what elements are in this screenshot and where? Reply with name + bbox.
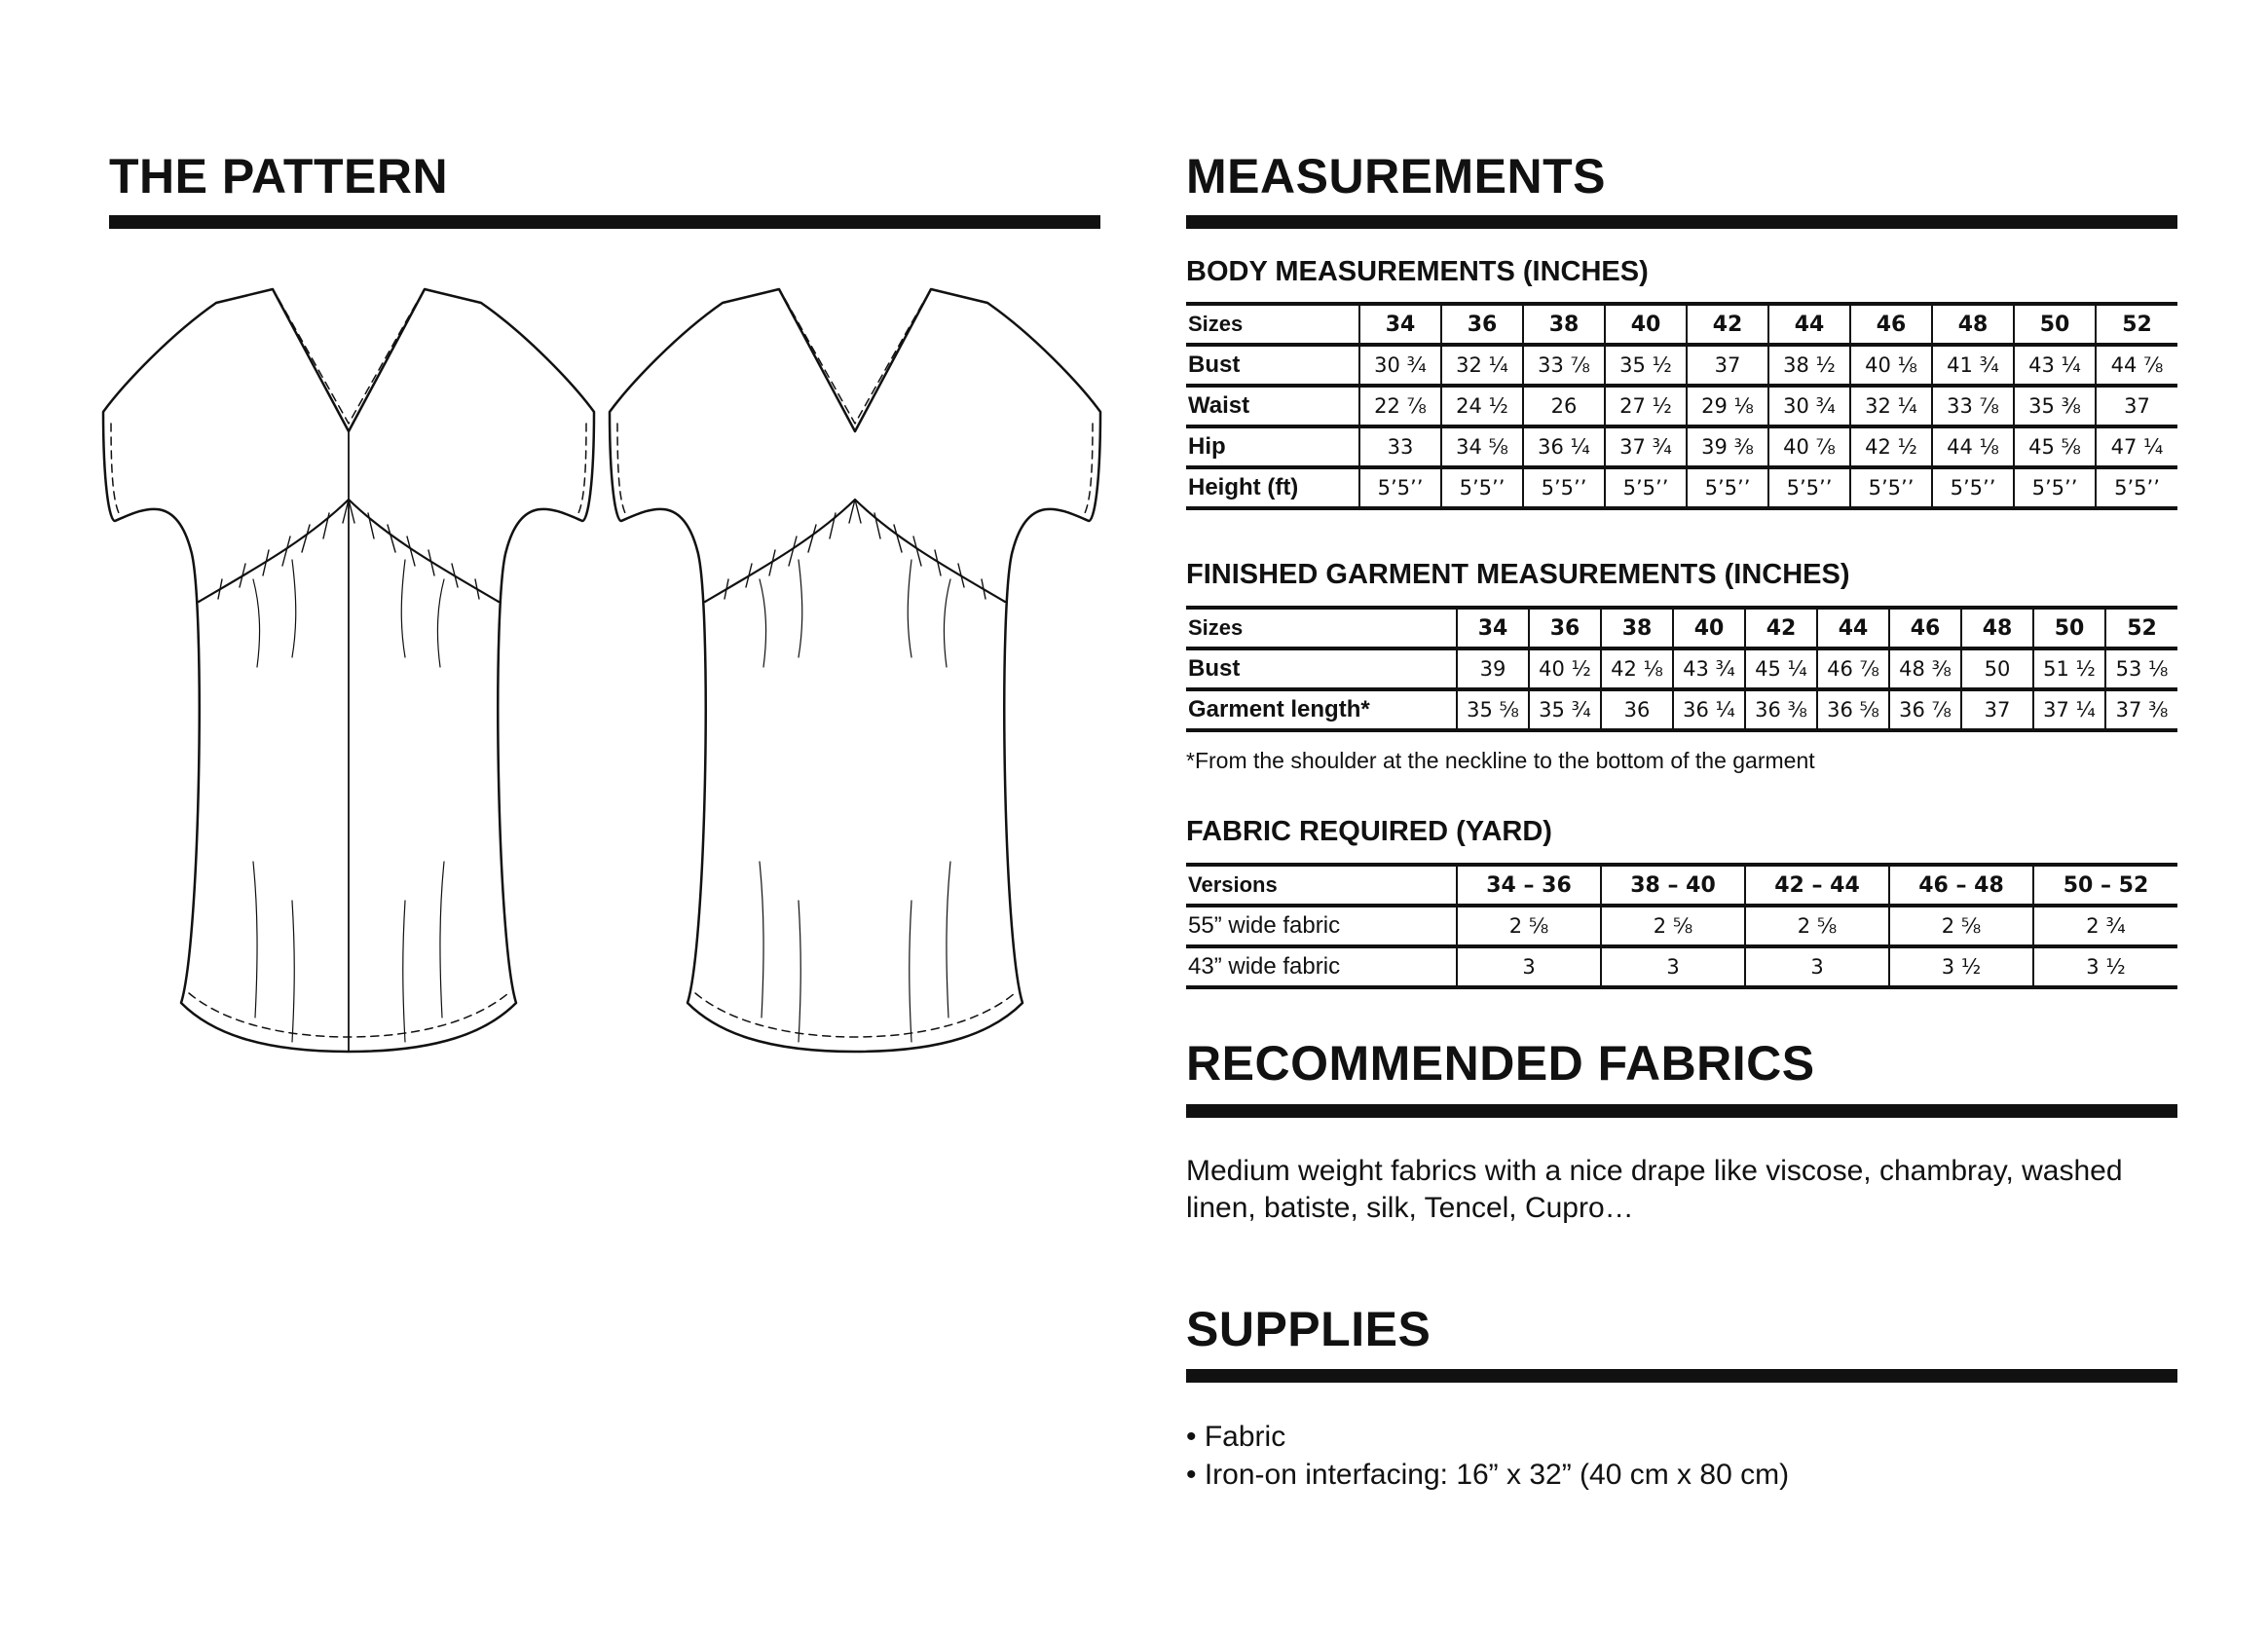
cell: 44 ⅛ bbox=[1932, 426, 2014, 467]
supplies-title-rule bbox=[1186, 1369, 2177, 1383]
row-label: Garment length* bbox=[1186, 689, 1457, 730]
cell: 43 ¾ bbox=[1673, 648, 1745, 689]
table-row bbox=[1186, 946, 2177, 987]
dress-front-icon bbox=[97, 278, 604, 1066]
cell: 5’5’’ bbox=[1359, 467, 1441, 508]
table-row bbox=[1186, 386, 2177, 426]
cell: 46 ⅞ bbox=[1817, 648, 1889, 689]
cell: 5’5’’ bbox=[1850, 467, 1932, 508]
cell: 5’5’’ bbox=[2014, 467, 2096, 508]
cell: 3 bbox=[1457, 946, 1601, 987]
header-cell: 44 bbox=[1768, 304, 1850, 345]
cell: 37 ⅜ bbox=[2105, 689, 2177, 730]
cell: 35 ¾ bbox=[1529, 689, 1601, 730]
header-cell: 38 – 40 bbox=[1601, 865, 1745, 906]
header-cell: 46 bbox=[1889, 608, 1961, 648]
cell: 35 ⅜ bbox=[2014, 386, 2096, 426]
header-cell: 40 bbox=[1605, 304, 1687, 345]
cell: 41 ¾ bbox=[1932, 345, 2014, 386]
header-cell: 42 bbox=[1687, 304, 1768, 345]
cell: 40 ⅛ bbox=[1850, 345, 1932, 386]
cell: 40 ⅞ bbox=[1768, 426, 1850, 467]
cell: 37 ¼ bbox=[2033, 689, 2105, 730]
header-cell: Sizes bbox=[1186, 608, 1457, 648]
cell: 2 ¾ bbox=[2033, 906, 2177, 946]
cell: 29 ⅛ bbox=[1687, 386, 1768, 426]
cell: 3 ½ bbox=[2033, 946, 2177, 987]
cell: 53 ⅛ bbox=[2105, 648, 2177, 689]
header-cell: 38 bbox=[1601, 608, 1673, 648]
pattern-title-rule bbox=[109, 215, 1100, 229]
row-label: Waist bbox=[1186, 386, 1359, 426]
cell: 3 bbox=[1745, 946, 1889, 987]
cell: 35 ½ bbox=[1605, 345, 1687, 386]
finished-measurements-title: FINISHED GARMENT MEASUREMENTS (INCHES) bbox=[1186, 559, 1850, 590]
cell: 2 ⅝ bbox=[1457, 906, 1601, 946]
header-cell: 50 – 52 bbox=[2033, 865, 2177, 906]
row-label: Bust bbox=[1186, 648, 1457, 689]
cell: 32 ¼ bbox=[1441, 345, 1523, 386]
cell: 3 bbox=[1601, 946, 1745, 987]
list-item: • Iron-on interfacing: 16” x 32” (40 cm x 80 cm) bbox=[1186, 1456, 1789, 1494]
cell: 30 ¾ bbox=[1768, 386, 1850, 426]
fabric-required-title: FABRIC REQUIRED (YARD) bbox=[1186, 816, 1552, 847]
cell: 33 bbox=[1359, 426, 1441, 467]
recommended-title: RECOMMENDED FABRICS bbox=[1186, 1036, 1815, 1091]
cell: 39 ⅜ bbox=[1687, 426, 1768, 467]
supplies-title: SUPPLIES bbox=[1186, 1302, 1431, 1356]
header-cell: 46 bbox=[1850, 304, 1932, 345]
cell: 39 bbox=[1457, 648, 1529, 689]
cell: 48 ⅜ bbox=[1889, 648, 1961, 689]
cell: 35 ⅝ bbox=[1457, 689, 1529, 730]
cell: 32 ¼ bbox=[1850, 386, 1932, 426]
header-cell: 44 bbox=[1817, 608, 1889, 648]
table-header-row bbox=[1186, 304, 2177, 345]
cell: 2 ⅝ bbox=[1745, 906, 1889, 946]
cell: 45 ⅝ bbox=[2014, 426, 2096, 467]
header-cell: 48 bbox=[1932, 304, 2014, 345]
cell: 38 ½ bbox=[1768, 345, 1850, 386]
row-label: 43” wide fabric bbox=[1186, 946, 1457, 987]
header-cell: 34 bbox=[1359, 304, 1441, 345]
cell: 22 ⅞ bbox=[1359, 386, 1441, 426]
table-row bbox=[1186, 467, 2177, 508]
cell: 33 ⅞ bbox=[1523, 345, 1605, 386]
cell: 34 ⅝ bbox=[1441, 426, 1523, 467]
list-item: • Fabric bbox=[1186, 1418, 1789, 1456]
cell: 37 bbox=[2096, 386, 2177, 426]
cell: 51 ½ bbox=[2033, 648, 2105, 689]
cell: 36 ¼ bbox=[1673, 689, 1745, 730]
cell: 5’5’’ bbox=[1932, 467, 2014, 508]
cell: 26 bbox=[1523, 386, 1605, 426]
table-header-row bbox=[1186, 608, 2177, 648]
cell: 42 ½ bbox=[1850, 426, 1932, 467]
cell: 40 ½ bbox=[1529, 648, 1601, 689]
cell: 42 ⅛ bbox=[1601, 648, 1673, 689]
cell: 5’5’’ bbox=[1523, 467, 1605, 508]
recommended-line: Medium weight fabrics with a nice drape like viscose, chambray, washed bbox=[1186, 1155, 2123, 1187]
cell: 36 ⅞ bbox=[1889, 689, 1961, 730]
cell: 5’5’’ bbox=[1768, 467, 1850, 508]
header-cell: 42 bbox=[1745, 608, 1817, 648]
table-row bbox=[1186, 345, 2177, 386]
header-cell: 34 bbox=[1457, 608, 1529, 648]
measurements-title-rule bbox=[1186, 215, 2177, 229]
header-cell: 34 – 36 bbox=[1457, 865, 1601, 906]
cell: 5’5’’ bbox=[1605, 467, 1687, 508]
header-cell: 36 bbox=[1529, 608, 1601, 648]
header-cell: 42 – 44 bbox=[1745, 865, 1889, 906]
table-row bbox=[1186, 906, 2177, 946]
cell: 24 ½ bbox=[1441, 386, 1523, 426]
recommended-line: linen, batiste, silk, Tencel, Cupro… bbox=[1186, 1192, 1634, 1224]
row-label: Hip bbox=[1186, 426, 1359, 467]
cell: 50 bbox=[1961, 648, 2033, 689]
cell: 36 ⅜ bbox=[1745, 689, 1817, 730]
cell: 30 ¾ bbox=[1359, 345, 1441, 386]
cell: 3 ½ bbox=[1889, 946, 2033, 987]
garment-length-note: *From the shoulder at the neckline to the bottom of the garment bbox=[1186, 748, 1815, 773]
cell: 2 ⅝ bbox=[1601, 906, 1745, 946]
cell: 27 ½ bbox=[1605, 386, 1687, 426]
row-label: Bust bbox=[1186, 345, 1359, 386]
supplies-list bbox=[1186, 1418, 1789, 1494]
table-row bbox=[1186, 426, 2177, 467]
row-label: 55” wide fabric bbox=[1186, 906, 1457, 946]
table-row bbox=[1186, 648, 2177, 689]
cell: 2 ⅝ bbox=[1889, 906, 2033, 946]
cell: 36 bbox=[1601, 689, 1673, 730]
cell: 36 ¼ bbox=[1523, 426, 1605, 467]
cell: 37 ¾ bbox=[1605, 426, 1687, 467]
header-cell: 50 bbox=[2014, 304, 2096, 345]
cell: 37 bbox=[1687, 345, 1768, 386]
cell: 44 ⅞ bbox=[2096, 345, 2177, 386]
cell: 5’5’’ bbox=[2096, 467, 2177, 508]
header-cell: Sizes bbox=[1186, 304, 1359, 345]
cell: 5’5’’ bbox=[1441, 467, 1523, 508]
header-cell: 46 – 48 bbox=[1889, 865, 2033, 906]
body-measurements-title: BODY MEASUREMENTS (INCHES) bbox=[1186, 256, 1649, 287]
cell: 33 ⅞ bbox=[1932, 386, 2014, 426]
header-cell: 38 bbox=[1523, 304, 1605, 345]
finished-measurements-table bbox=[1186, 606, 2177, 732]
fabric-required-table bbox=[1186, 863, 2177, 989]
body-measurements-table bbox=[1186, 302, 2177, 510]
cell: 47 ¼ bbox=[2096, 426, 2177, 467]
header-cell: 36 bbox=[1441, 304, 1523, 345]
recommended-text bbox=[1186, 1153, 2177, 1227]
header-cell: Versions bbox=[1186, 865, 1457, 906]
header-cell: 48 bbox=[1961, 608, 2033, 648]
table-header-row bbox=[1186, 865, 2177, 906]
cell: 37 bbox=[1961, 689, 2033, 730]
cell: 5’5’’ bbox=[1687, 467, 1768, 508]
header-cell: 40 bbox=[1673, 608, 1745, 648]
header-cell: 50 bbox=[2033, 608, 2105, 648]
table-row bbox=[1186, 689, 2177, 730]
cell: 43 ¼ bbox=[2014, 345, 2096, 386]
recommended-title-rule bbox=[1186, 1104, 2177, 1118]
cell: 36 ⅝ bbox=[1817, 689, 1889, 730]
row-label: Height (ft) bbox=[1186, 467, 1359, 508]
pattern-title: THE PATTERN bbox=[109, 149, 449, 204]
dress-back-icon bbox=[604, 278, 1110, 1066]
header-cell: 52 bbox=[2096, 304, 2177, 345]
measurements-title: MEASUREMENTS bbox=[1186, 149, 1607, 204]
header-cell: 52 bbox=[2105, 608, 2177, 648]
cell: 45 ¼ bbox=[1745, 648, 1817, 689]
